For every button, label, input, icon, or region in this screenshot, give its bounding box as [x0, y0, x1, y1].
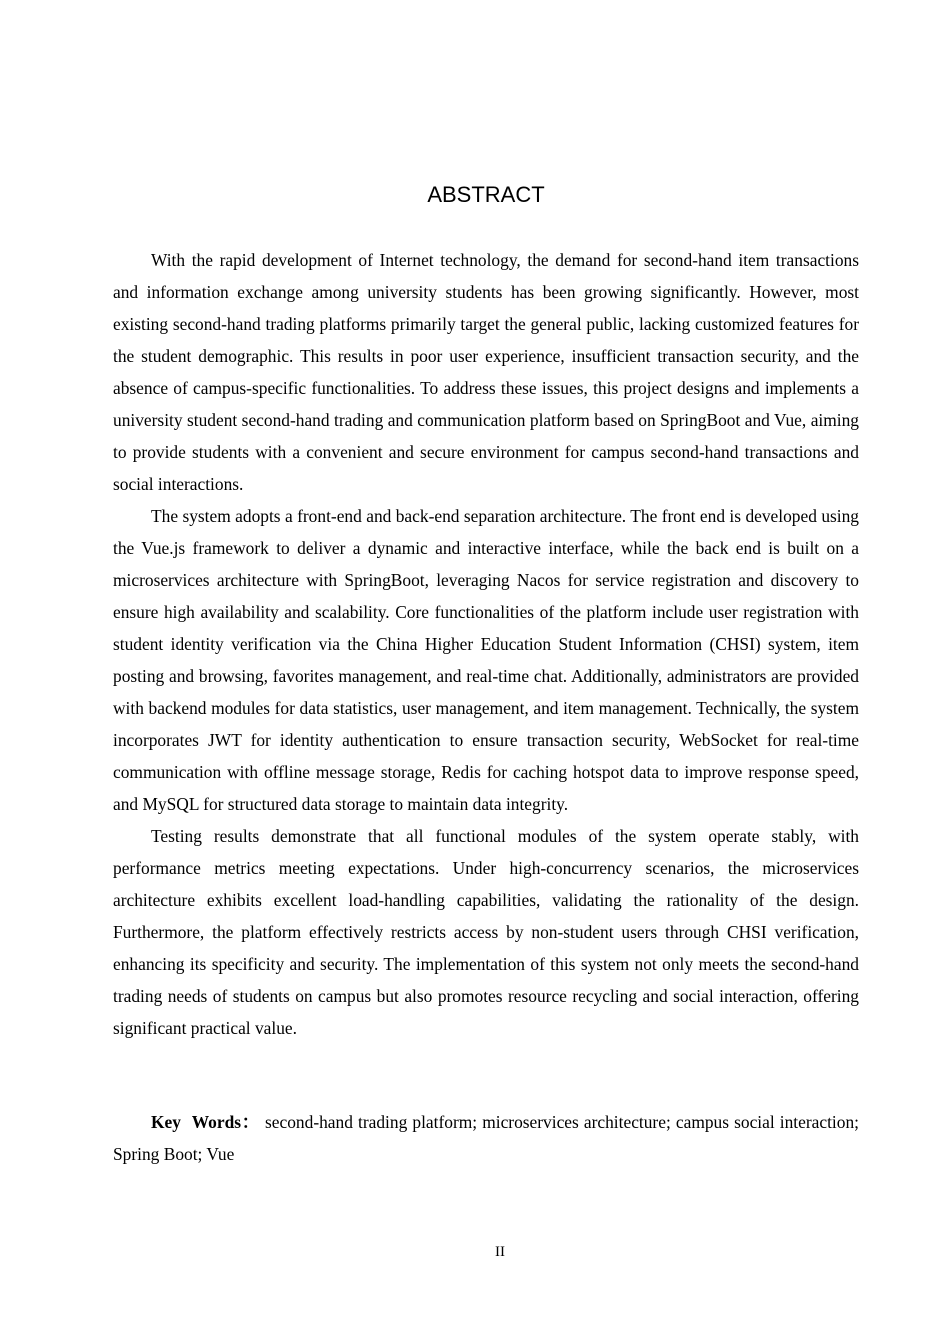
abstract-title: ABSTRACT — [427, 182, 545, 207]
abstract-paragraph-3: Testing results demonstrate that all functional modules of the system operate stably, with performance metrics meeting expectations. Under high-concurrency scenarios, the microservices architecture exhibits excellent load-handling capabilities, validating the rationality of the design. Furthermore, the platform effectively restricts access by non-student users through CHSI verification, enhancing its specificity and security. The implementation of this system not only meets the second-hand trading needs of students on campus but also promotes resource recycling and social interaction, offering significant practical value. — [113, 826, 859, 1038]
keywords-text: second-hand trading platform; microservices architecture; campus social interaction; Spring Boot; Vue — [113, 1112, 859, 1164]
keywords-label: Key Words： — [151, 1112, 260, 1132]
keywords-line — [113, 1106, 859, 1170]
abstract-paragraph-1: With the rapid development of Internet technology, the demand for second-hand item transactions and information exchange among university students has been growing significantly. However, most existing second-hand trading platforms primarily target the general public, lacking customized features for the student demographic. This results in poor user experience, insufficient transaction security, and the absence of campus-specific functionalities. To address these issues, this project designs and implements a university student second-hand trading and communication platform based on SpringBoot and Vue, aiming to provide students with a convenient and secure environment for campus second-hand transactions and social interactions. — [113, 250, 859, 494]
abstract-body — [113, 244, 859, 1044]
page-number: II — [495, 1244, 505, 1260]
abstract-paragraph-2: The system adopts a front-end and back-end separation architecture. The front end is developed using the Vue.js framework to deliver a dynamic and interactive interface, while the back end is built on a microservices architecture with SpringBoot, leveraging Nacos for service registration and discovery to ensure high availability and scalability. Core functionalities of the platform include user registration with student identity verification via the China Higher Education Student Information (CHSI) system, item posting and browsing, favorites management, and real-time chat. Additionally, administrators are provided with backend modules for data statistics, user management, and item management. Technically, the system incorporates JWT for identity authentication to ensure transaction security, WebSocket for real-time communication with offline message storage, Redis for caching hotspot data to improve response speed, and MySQL for structured data storage to maintain data integrity. — [113, 506, 859, 814]
